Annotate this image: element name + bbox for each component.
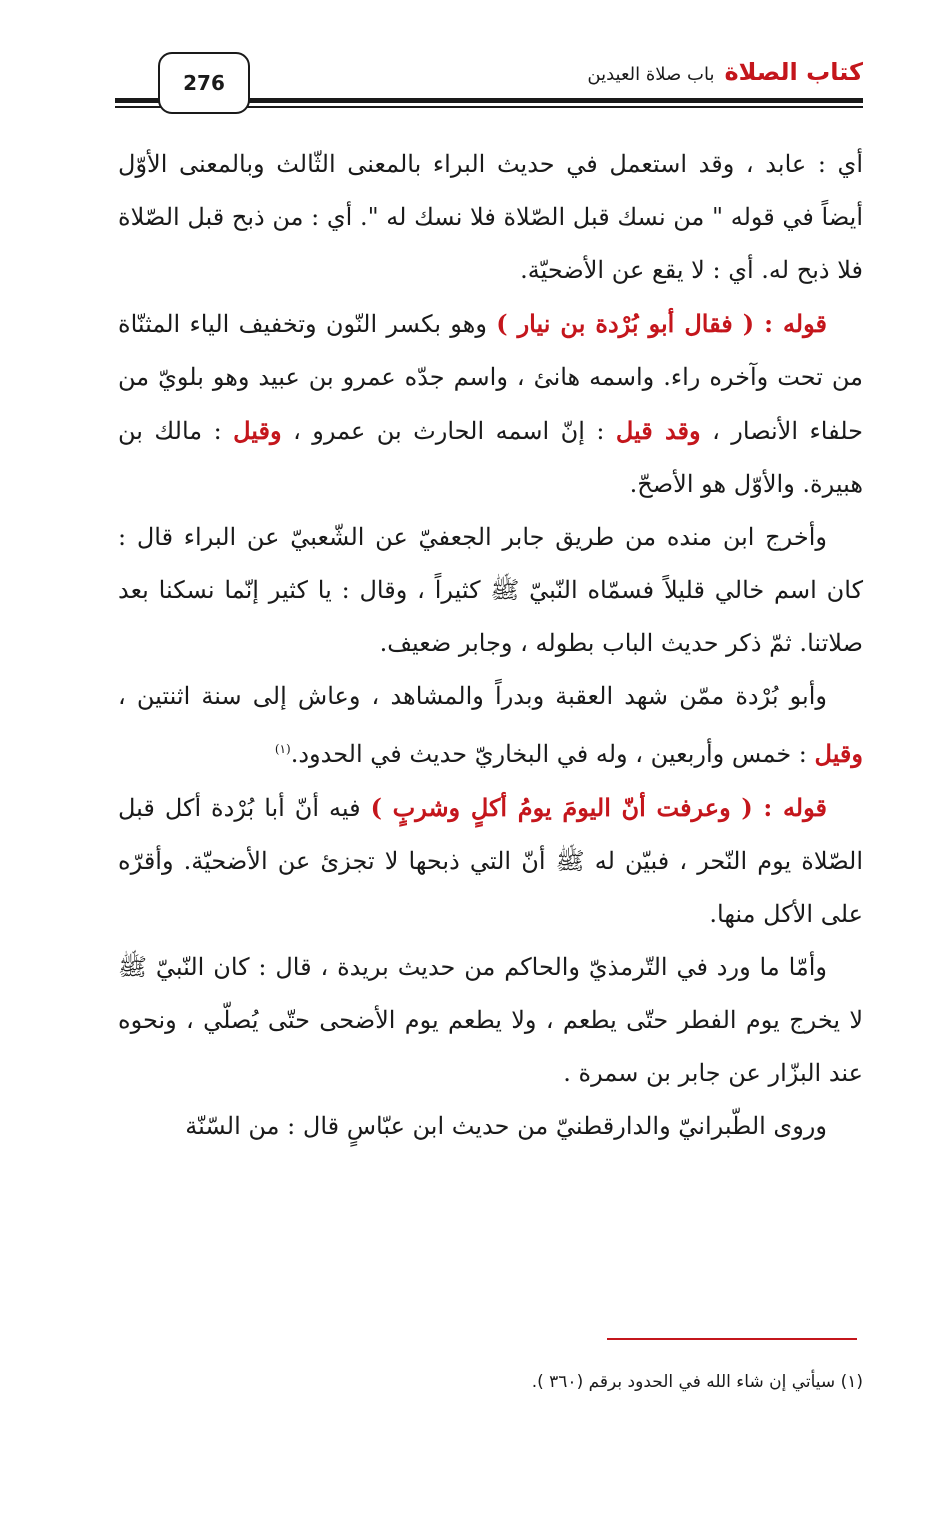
highlighted-phrase: قوله : ( وعرفت أنّ اليومَ يومُ أكلٍ وشربٍ )	[370, 793, 827, 822]
text-run: وروى الطّبرانيّ والدارقطنيّ من حديث ابن عبّاسٍ قال : من السّنّة	[185, 1112, 827, 1140]
chapter-title: باب صلاة العيدين	[587, 64, 715, 85]
highlighted-phrase: وقيل	[233, 416, 282, 445]
text-run: : خمس وأربعين ، وله في البخاريّ حديث في الحدود.	[290, 740, 815, 768]
text-run: أي : عابد ، وقد استعمل في حديث البراء بالمعنى الثّالث وبالمعنى الأوّل أيضاً في قوله " من نسك قبل الصّلاة فلا نسك له ". أي : من ذبح قبل الصّلاة فلا ذبح له. أي : لا يقع عن الأضحيّة.	[118, 150, 863, 284]
paragraph	[118, 941, 863, 1100]
paragraph	[118, 781, 863, 941]
text-run: فيه أنّ أبا بُرْدة أكل قبل الصّلاة يوم النّحر ، فبيّن له ﷺ أنّ التي ذبحها لا تجزئ عن الأضحيّة. وأقرّه على الأكل منها.	[118, 794, 863, 928]
paragraph	[118, 138, 863, 297]
text-run: وأخرج ابن منده من طريق جابر الجعفيّ عن الشّعبيّ عن البراء قال : كان اسم خالي قليلاً فسمّاه النّبيّ ﷺ كثيراً ، وقال : يا كثير إنّما نسكنا بعد صلاتنا. ثمّ ذكر حديث الباب بطوله ، وجابر ضعيف.	[118, 523, 863, 657]
paragraph	[118, 511, 863, 670]
highlighted-phrase: قوله : ( فقال أبو بُرْدة بن نيار )	[496, 309, 827, 338]
footnote-separator	[607, 1338, 857, 1340]
highlighted-phrase: وقد قيل	[615, 416, 701, 445]
book-title: كتاب الصلاة	[724, 58, 863, 86]
text-run: وأمّا ما ورد في التّرمذيّ والحاكم من حديث بريدة ، قال : كان النّبيّ ﷺ لا يخرج يوم الفطر حتّى يطعم ، ولا يطعم يوم الأضحى حتّى يُصلّي ، ونحوه عند البزّار عن جابر بن سمرة .	[118, 953, 863, 1087]
body-text	[118, 138, 863, 1153]
text-run: وأبو بُرْدة ممّن شهد العقبة وبدراً والمشاهد ، وعاش إلى سنة اثنتين ،	[118, 682, 827, 710]
paragraph	[118, 670, 863, 781]
text-run: وهو بكسر النّون وتخفيف الياء المثنّاة من تحت وآخره راء. واسمه هانئ ، واسم جدّه عمرو بن عبيد وهو بلويّ من حلفاء الأنصار ،	[118, 310, 864, 445]
text-run: : مالك بن هبيرة. والأوّل هو الأصحّ.	[118, 417, 863, 498]
paragraph	[118, 1100, 863, 1153]
page-number: 276	[158, 52, 250, 114]
footnote-ref: (١)	[274, 742, 291, 756]
footnote: (١) سيأتي إن شاء الله في الحدود برقم (٣٦٠ ).	[531, 1372, 863, 1392]
highlighted-phrase: وقيل	[814, 739, 863, 768]
running-head-titles	[587, 58, 863, 86]
paragraph	[118, 297, 863, 511]
text-run: : إنّ اسمه الحارث بن عمرو ،	[281, 417, 616, 445]
